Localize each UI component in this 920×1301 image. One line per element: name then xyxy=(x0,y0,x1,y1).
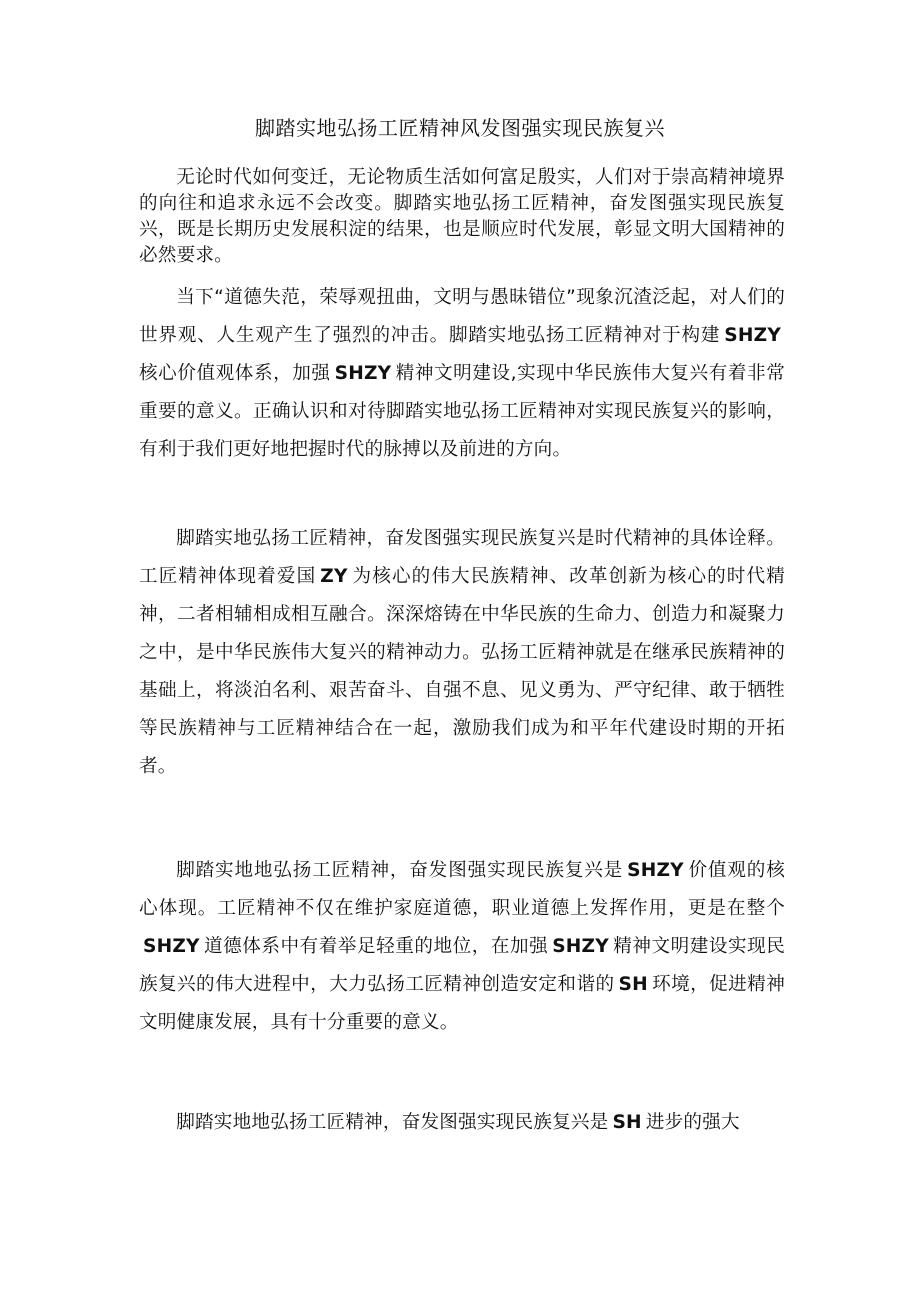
text-run: 价值观的核心体现。工匠精神不仅在维护家庭道德，职业道德上发挥作用，更是在整个 xyxy=(139,860,785,919)
text-run: 环境，促进精神文明健康发展，具有十分重要的意义。 xyxy=(139,974,785,1033)
text-run: 道德体系中有着举足轻重的地位，在加强 xyxy=(203,936,549,957)
paragraph xyxy=(139,279,785,469)
text-run: 核心价值观体系，加强 xyxy=(139,363,331,384)
paragraph xyxy=(139,1104,785,1142)
text-run: 无论时代如何变迁，无论物质生活如何富足殷实，人们对于崇高精神境界的向往和追求永远不会改变。脚踏实地弘扬工匠精神，奋发图强实现民族复兴，既是长期历史发展积淀的结果，也是顺应时代发展，彰显文明大国精神的必然要求。 xyxy=(139,167,785,266)
document-title: 脚踏实地弘扬工匠精神风发图强实现民族复兴 xyxy=(255,116,665,140)
bold-text-run: SHZY xyxy=(334,363,392,384)
bold-text-run: SH xyxy=(612,1112,642,1133)
text-run: 进步的强大 xyxy=(645,1112,740,1133)
text-run: 当下“道德失范，荣辱观扭曲，文明与愚昧错位”现象沉渣泛起，对人们的世界观、人生观产生了强烈的冲击。脚踏实地弘扬工匠精神对于构建 xyxy=(139,287,785,346)
bold-text-run: SHZY xyxy=(143,936,200,957)
text-run: 脚踏实地弘扬工匠精神，奋发图强实现民族复兴是时代精神的具体诠释。工匠精神体现着爱国 xyxy=(139,528,785,587)
text-run: 精神文明建设,实现中华民族伟大复兴有着非常重要的意义。正确认识和对待脚踏实地弘扬工匠精神对实现民族复兴的影响，有利于我们更好地把握时代的脉搏以及前进的方向。 xyxy=(139,363,785,460)
paragraph xyxy=(139,852,785,1042)
paragraph xyxy=(139,165,785,269)
paragraph xyxy=(139,520,785,786)
text-run: 为核心的伟大民族精神、改革创新为核心的时代精神，二者相辅相成相互融合。深深熔铸在中华民族的生命力、创造力和凝聚力之中，是中华民族伟大复兴的精神动力。弘扬工匠精神就是在继承民族精神的基础上，将淡泊名利、艰苦奋斗、自强不息、见义勇为、严守纪律、敢于牺牲等民族精神与工匠精神结合在一起，激励我们成为和平年代建设时期的开拓者。 xyxy=(139,566,785,777)
text-run: 脚踏实地地弘扬工匠精神，奋发图强实现民族复兴是 xyxy=(176,1112,609,1133)
text-run: 脚踏实地地弘扬工匠精神，奋发图强实现民族复兴是 xyxy=(176,860,624,881)
bold-text-run: SHZY xyxy=(552,936,609,957)
bold-text-run: SHZY xyxy=(627,860,684,881)
text-run: 精神文明建设实现民族复兴的伟大进程中，大力弘扬工匠精神创造安定和谐的 xyxy=(139,936,785,995)
bold-text-run: ZY xyxy=(320,566,348,587)
bold-text-run: SH xyxy=(618,974,648,995)
bold-text-run: SHZY xyxy=(724,325,781,346)
